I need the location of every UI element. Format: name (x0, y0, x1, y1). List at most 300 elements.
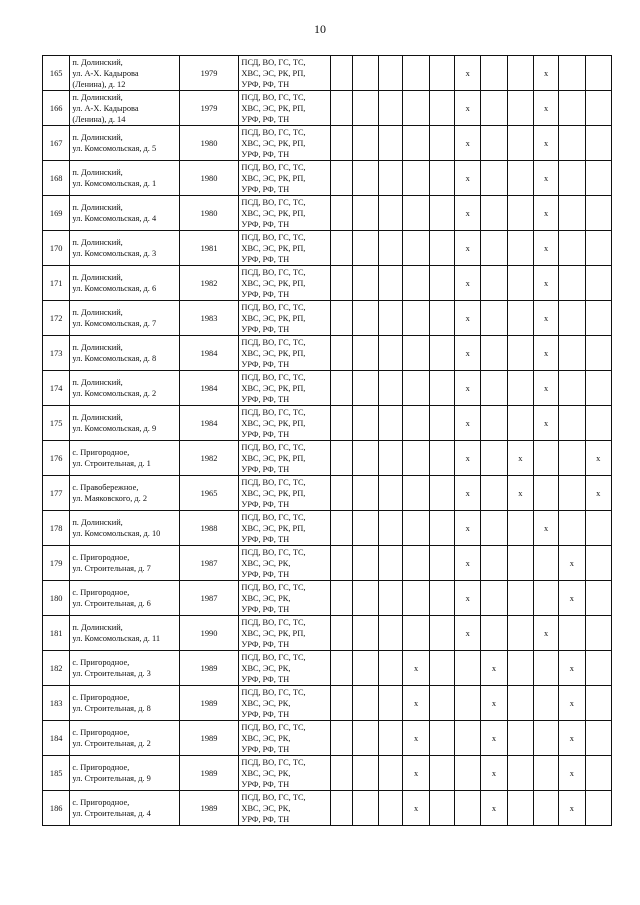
mark-cell (585, 476, 611, 511)
x-mark: x (465, 313, 470, 323)
mark-cell (403, 686, 429, 721)
works-line: ПСД, ВО, ГС, ТС, (241, 127, 306, 137)
works-line: ХВС, ЭС, РК, (241, 768, 291, 778)
x-mark: x (413, 698, 419, 708)
mark-cell (559, 371, 585, 406)
mark-cell (352, 371, 378, 406)
mark-cell (559, 406, 585, 441)
mark-cell (559, 161, 585, 196)
x-mark: x (569, 663, 574, 673)
works-list-cell (239, 91, 330, 126)
mark-cell (330, 756, 352, 791)
mark-cell (481, 301, 507, 336)
mark-cell (379, 441, 403, 476)
works-line: ПСД, ВО, ГС, ТС, (241, 512, 306, 522)
mark-cell (429, 91, 454, 126)
x-mark: x (543, 208, 549, 218)
address-line: ул. Строительная, д. 8 (72, 704, 151, 713)
row-number: 171 (43, 266, 70, 301)
mark-cell (352, 546, 378, 581)
mark-cell (330, 56, 352, 91)
address-cell (70, 616, 179, 651)
mark-cell (559, 266, 585, 301)
mark-cell (330, 371, 352, 406)
mark-cell (481, 476, 507, 511)
address-line: п. Долинский, (72, 343, 123, 352)
table-row (43, 266, 612, 301)
address-line: с. Пригородное, (72, 693, 130, 702)
x-mark: x (543, 313, 549, 323)
works-line: ХВС, ЭС, РК, РП, (241, 208, 306, 218)
works-line: ПСД, ВО, ГС, ТС, (241, 407, 306, 417)
address-cell (70, 476, 179, 511)
mark-cell (429, 266, 454, 301)
works-line: ХВС, ЭС, РК, РП, (241, 348, 306, 358)
table-row (43, 546, 612, 581)
mark-cell (330, 231, 352, 266)
year-built-cell: 1988 (179, 511, 239, 546)
table-row (43, 756, 612, 791)
mark-cell (559, 301, 585, 336)
works-list-cell (239, 301, 330, 336)
works-line: ХВС, ЭС, РК, РП, (241, 138, 306, 148)
mark-cell (455, 371, 481, 406)
mark-cell (403, 126, 429, 161)
mark-cell (352, 196, 378, 231)
mark-cell (403, 301, 429, 336)
x-mark: x (465, 628, 470, 638)
address-line: с. Пригородное, (72, 448, 130, 457)
mark-cell (429, 791, 454, 826)
works-line: УРФ, РФ, ТН (241, 639, 290, 649)
mark-cell (559, 546, 585, 581)
x-mark: x (465, 383, 470, 393)
mark-cell (507, 336, 533, 371)
works-line: ПСД, ВО, ГС, ТС, (241, 617, 306, 627)
mark-cell (379, 371, 403, 406)
mark-cell (533, 441, 558, 476)
works-line: ХВС, ЭС, РК, (241, 663, 291, 673)
mark-cell (481, 546, 507, 581)
mark-cell (507, 581, 533, 616)
works-line: УРФ, РФ, ТН (241, 324, 290, 334)
address-line: с. Пригородное, (72, 763, 130, 772)
mark-cell (379, 791, 403, 826)
address-line: с. Пригородное, (72, 728, 130, 737)
year-built-cell: 1989 (179, 686, 239, 721)
x-mark: x (465, 558, 470, 568)
mark-cell (585, 196, 611, 231)
row-number: 185 (43, 756, 70, 791)
table-row (43, 371, 612, 406)
mark-cell (585, 581, 611, 616)
row-number: 165 (43, 56, 70, 91)
mark-cell (507, 126, 533, 161)
mark-cell (481, 231, 507, 266)
table-row (43, 301, 612, 336)
mark-cell (507, 161, 533, 196)
mark-cell (559, 196, 585, 231)
works-line: ПСД, ВО, ГС, ТС, (241, 57, 306, 67)
mark-cell (352, 441, 378, 476)
mark-cell (585, 441, 611, 476)
mark-cell (429, 126, 454, 161)
address-cell (70, 266, 179, 301)
x-mark: x (543, 138, 549, 148)
mark-cell (352, 686, 378, 721)
mark-cell (330, 161, 352, 196)
address-line: ул. Строительная, д. 7 (72, 564, 151, 573)
mark-cell (559, 441, 585, 476)
mark-cell (585, 721, 611, 756)
address-cell (70, 231, 179, 266)
address-cell (70, 56, 179, 91)
mark-cell (507, 196, 533, 231)
address-line: п. Долинский, (72, 623, 123, 632)
works-list-cell (239, 651, 330, 686)
mark-cell (429, 476, 454, 511)
mark-cell (533, 56, 558, 91)
mark-cell (455, 56, 481, 91)
mark-cell (533, 161, 558, 196)
mark-cell (507, 721, 533, 756)
mark-cell (585, 266, 611, 301)
mark-cell (533, 196, 558, 231)
mark-cell (507, 651, 533, 686)
works-line: ХВС, ЭС, РК, РП, (241, 488, 306, 498)
year-built-cell: 1984 (179, 371, 239, 406)
x-mark: x (465, 243, 470, 253)
x-mark: x (543, 278, 549, 288)
works-line: ПСД, ВО, ГС, ТС, (241, 337, 306, 347)
mark-cell (585, 336, 611, 371)
mark-cell (507, 56, 533, 91)
mark-cell (481, 686, 507, 721)
mark-cell (481, 56, 507, 91)
works-line: УРФ, РФ, ТН (241, 779, 290, 789)
mark-cell (379, 546, 403, 581)
row-number: 177 (43, 476, 70, 511)
works-list-cell (239, 336, 330, 371)
works-line: ХВС, ЭС, РК, РП, (241, 628, 306, 638)
page-number: 10 (314, 22, 326, 36)
address-line: ул. Комсомольская, д. 3 (72, 249, 157, 258)
x-mark: x (569, 593, 574, 603)
x-mark: x (413, 768, 419, 778)
mark-cell (455, 511, 481, 546)
mark-cell (455, 441, 481, 476)
mark-cell (559, 231, 585, 266)
mark-cell (352, 56, 378, 91)
address-line: ул. Комсомольская, д. 1 (72, 179, 157, 188)
address-cell (70, 791, 179, 826)
works-line: ПСД, ВО, ГС, ТС, (241, 442, 306, 452)
works-line: ПСД, ВО, ГС, ТС, (241, 547, 306, 557)
x-mark: x (465, 138, 470, 148)
mark-cell (585, 511, 611, 546)
table-row (43, 336, 612, 371)
mark-cell (330, 301, 352, 336)
row-number: 183 (43, 686, 70, 721)
mark-cell (533, 616, 558, 651)
mark-cell (403, 581, 429, 616)
x-mark: x (491, 733, 497, 743)
mark-cell (352, 126, 378, 161)
works-list-cell (239, 721, 330, 756)
mark-cell (403, 721, 429, 756)
row-number: 178 (43, 511, 70, 546)
mark-cell (481, 616, 507, 651)
address-line: п. Долинский, (72, 308, 123, 317)
mark-cell (379, 266, 403, 301)
mark-cell (403, 56, 429, 91)
mark-cell (481, 161, 507, 196)
works-line: УРФ, РФ, ТН (241, 464, 290, 474)
mark-cell (481, 196, 507, 231)
mark-cell (585, 686, 611, 721)
row-number: 182 (43, 651, 70, 686)
table-row (43, 721, 612, 756)
mark-cell (429, 301, 454, 336)
works-line: УРФ, РФ, ТН (241, 114, 290, 124)
mark-cell (533, 91, 558, 126)
mark-cell (481, 581, 507, 616)
mark-cell (559, 686, 585, 721)
x-mark: x (465, 418, 470, 428)
works-line: ПСД, ВО, ГС, ТС, (241, 92, 306, 102)
mark-cell (330, 441, 352, 476)
mark-cell (403, 511, 429, 546)
x-mark: x (413, 663, 419, 673)
address-line: ул. Строительная, д. 3 (72, 669, 151, 678)
mark-cell (352, 336, 378, 371)
mark-cell (481, 791, 507, 826)
works-list-cell (239, 476, 330, 511)
mark-cell (403, 196, 429, 231)
mark-cell (330, 196, 352, 231)
mark-cell (481, 721, 507, 756)
mark-cell (455, 91, 481, 126)
year-built-cell: 1990 (179, 616, 239, 651)
address-cell (70, 686, 179, 721)
x-mark: x (569, 558, 574, 568)
mark-cell (403, 231, 429, 266)
address-line: ул. Комсомольская, д. 7 (72, 319, 157, 328)
mark-cell (455, 406, 481, 441)
mark-cell (533, 511, 558, 546)
works-line: УРФ, РФ, ТН (241, 709, 290, 719)
works-list-cell (239, 371, 330, 406)
mark-cell (429, 756, 454, 791)
mark-cell (481, 371, 507, 406)
table-row (43, 686, 612, 721)
address-cell (70, 336, 179, 371)
mark-cell (330, 721, 352, 756)
works-line: ПСД, ВО, ГС, ТС, (241, 302, 306, 312)
table-row (43, 91, 612, 126)
works-line: ПСД, ВО, ГС, ТС, (241, 267, 306, 277)
works-line: УРФ, РФ, ТН (241, 429, 290, 439)
mark-cell (559, 126, 585, 161)
mark-cell (559, 721, 585, 756)
address-line: ул. Комсомольская, д. 10 (72, 529, 161, 538)
mark-cell (403, 651, 429, 686)
mark-cell (533, 266, 558, 301)
year-built-cell: 1984 (179, 406, 239, 441)
mark-cell (585, 406, 611, 441)
row-number: 170 (43, 231, 70, 266)
table-row (43, 406, 612, 441)
mark-cell (429, 651, 454, 686)
mark-cell (352, 266, 378, 301)
mark-cell (429, 196, 454, 231)
address-line: (Ленина), д. 12 (72, 79, 126, 89)
works-list-cell (239, 161, 330, 196)
mark-cell (507, 791, 533, 826)
mark-cell (403, 266, 429, 301)
address-cell (70, 301, 179, 336)
row-number: 167 (43, 126, 70, 161)
works-line: ХВС, ЭС, РК, РП, (241, 68, 306, 78)
works-line: ПСД, ВО, ГС, ТС, (241, 197, 306, 207)
mark-cell (585, 651, 611, 686)
mark-cell (533, 406, 558, 441)
address-line: п. Долинский, (72, 203, 123, 212)
address-line: ул. Строительная, д. 4 (72, 809, 151, 818)
row-number: 166 (43, 91, 70, 126)
year-built-cell: 1989 (179, 721, 239, 756)
mark-cell (481, 406, 507, 441)
address-line: ул. А-Х. Кадырова (72, 68, 139, 78)
mark-cell (330, 336, 352, 371)
mark-cell (352, 756, 378, 791)
x-mark: x (543, 103, 549, 113)
works-line: УРФ, РФ, ТН (241, 534, 290, 544)
x-mark: x (413, 803, 419, 813)
x-mark: x (491, 663, 497, 673)
mark-cell (429, 371, 454, 406)
works-line: ПСД, ВО, ГС, ТС, (241, 792, 306, 802)
mark-cell (455, 476, 481, 511)
mark-cell (403, 616, 429, 651)
x-mark: x (465, 173, 470, 183)
mark-cell (379, 231, 403, 266)
table-row (43, 196, 612, 231)
address-line: ул. Комсомольская, д. 8 (72, 354, 157, 363)
year-built-cell: 1984 (179, 336, 239, 371)
x-mark: x (465, 488, 470, 498)
x-mark: x (465, 278, 470, 288)
mark-cell (455, 196, 481, 231)
row-number: 169 (43, 196, 70, 231)
year-built-cell: 1989 (179, 651, 239, 686)
address-line: с. Пригородное, (72, 658, 130, 667)
mark-cell (455, 721, 481, 756)
works-line: УРФ, РФ, ТН (241, 744, 290, 754)
address-line: ул. Маяковского, д. 2 (72, 494, 148, 503)
address-line: (Ленина), д. 14 (72, 114, 126, 124)
address-line: ул. Строительная, д. 6 (72, 599, 151, 608)
mark-cell (585, 301, 611, 336)
mark-cell (455, 546, 481, 581)
mark-cell (455, 756, 481, 791)
mark-cell (403, 336, 429, 371)
year-built-cell: 1983 (179, 301, 239, 336)
address-cell (70, 126, 179, 161)
mark-cell (559, 511, 585, 546)
works-line: УРФ, РФ, ТН (241, 184, 290, 194)
address-line: ул. Комсомольская, д. 5 (72, 144, 157, 153)
housing-registry-table (42, 55, 612, 826)
mark-cell (379, 756, 403, 791)
row-number: 184 (43, 721, 70, 756)
mark-cell (507, 476, 533, 511)
works-list-cell (239, 196, 330, 231)
address-line: п. Долинский, (72, 378, 123, 387)
mark-cell (330, 686, 352, 721)
mark-cell (379, 511, 403, 546)
mark-cell (352, 791, 378, 826)
mark-cell (352, 581, 378, 616)
x-mark: x (543, 383, 549, 393)
mark-cell (533, 476, 558, 511)
mark-cell (585, 791, 611, 826)
mark-cell (585, 756, 611, 791)
mark-cell (455, 266, 481, 301)
mark-cell (455, 791, 481, 826)
works-list-cell (239, 126, 330, 161)
table-row (43, 581, 612, 616)
year-built-cell: 1979 (179, 56, 239, 91)
mark-cell (379, 126, 403, 161)
address-line: ул. Комсомольская, д. 9 (72, 424, 157, 433)
works-line: УРФ, РФ, ТН (241, 219, 290, 229)
mark-cell (559, 581, 585, 616)
x-mark: x (543, 68, 549, 78)
x-mark: x (465, 348, 470, 358)
mark-cell (507, 546, 533, 581)
mark-cell (403, 476, 429, 511)
mark-cell (585, 231, 611, 266)
mark-cell (330, 476, 352, 511)
address-cell (70, 91, 179, 126)
mark-cell (403, 546, 429, 581)
address-cell (70, 756, 179, 791)
works-line: ПСД, ВО, ГС, ТС, (241, 757, 306, 767)
mark-cell (379, 616, 403, 651)
year-built-cell: 1980 (179, 126, 239, 161)
mark-cell (352, 301, 378, 336)
mark-cell (330, 511, 352, 546)
x-mark: x (569, 768, 574, 778)
mark-cell (455, 231, 481, 266)
works-list-cell (239, 231, 330, 266)
mark-cell (455, 651, 481, 686)
mark-cell (403, 91, 429, 126)
mark-cell (455, 686, 481, 721)
mark-cell (352, 721, 378, 756)
mark-cell (559, 336, 585, 371)
address-cell (70, 371, 179, 406)
year-built-cell: 1987 (179, 581, 239, 616)
x-mark: x (543, 348, 549, 358)
address-line: ул. Строительная, д. 2 (72, 739, 151, 748)
works-line: УРФ, РФ, ТН (241, 674, 290, 684)
mark-cell (379, 581, 403, 616)
year-built-cell: 1982 (179, 266, 239, 301)
table-row (43, 616, 612, 651)
works-line: ПСД, ВО, ГС, ТС, (241, 372, 306, 382)
